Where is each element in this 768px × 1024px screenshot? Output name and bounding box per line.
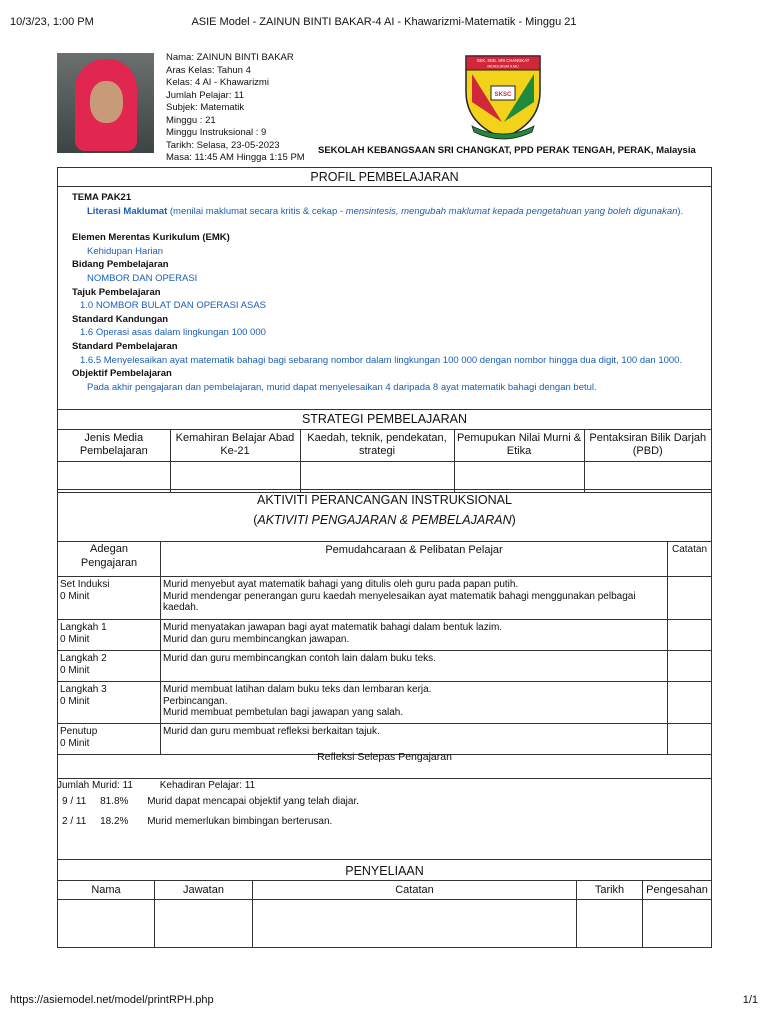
teacher-photo xyxy=(57,53,154,153)
strategi-h4: Pemupukan Nilai Murni & Etika xyxy=(454,430,584,462)
catatan-cell xyxy=(668,577,712,620)
penyeliaan-table-wrap xyxy=(57,880,712,948)
penyeliaan-title: PENYELIAAN xyxy=(345,864,424,878)
print-url: https://asiemodel.net/model/printRPH.php xyxy=(10,994,214,1006)
penyeliaan-row xyxy=(58,900,712,948)
pen-cell xyxy=(643,900,712,948)
pemudah-cell xyxy=(161,651,668,682)
aktiviti-table xyxy=(57,541,712,755)
aktiviti-title-block xyxy=(57,489,712,541)
info-minggu-ins: Minggu Instruksional : 9 xyxy=(166,127,267,138)
penyeliaan-header-row xyxy=(58,881,712,900)
adegan-name: Set Induksi xyxy=(60,579,110,590)
print-page: 1/1 xyxy=(742,994,758,1006)
info-masa: Masa: 11:45 AM Hingga 1:15 PM xyxy=(166,152,305,163)
aktiviti-table-wrap xyxy=(57,541,712,755)
strategi-cell xyxy=(170,462,300,493)
strategi-cell xyxy=(584,462,711,493)
adegan-minit: 0 Minit xyxy=(60,664,90,676)
catatan-cell xyxy=(668,620,712,651)
aktiviti-h-catatan: Catatan xyxy=(668,542,712,577)
tema-bold: Literasi Maklumat xyxy=(87,205,168,217)
pemudah-line: Perbincangan. xyxy=(163,695,228,707)
adegan-name: Langkah 1 xyxy=(60,622,107,633)
pen-h-pengesahan: Pengesahan xyxy=(643,881,712,900)
tema-text xyxy=(72,205,711,219)
pen-h-catatan: Catatan xyxy=(253,881,577,900)
refleksi-title: Refleksi Selepas Pengajaran xyxy=(58,746,711,779)
pemudah-cell xyxy=(161,577,668,620)
pen-cell xyxy=(58,900,155,948)
tema-italic: mensintesis, mengubah maklumat kepada pengetahuan yang boleh digunakan xyxy=(345,205,678,217)
aktiviti-title: AKTIVITI PERANCANGAN INSTRUKSIONAL xyxy=(257,493,512,507)
refleksi-frac: 2 / 11 xyxy=(62,816,87,827)
profil-body xyxy=(58,187,711,394)
pen-cell xyxy=(577,900,643,948)
pemudah-line: Murid menyebut ayat matematik bahagi yang ditulis oleh guru pada papan putih. xyxy=(163,579,519,590)
profil-section xyxy=(57,167,712,410)
catatan-cell xyxy=(668,682,712,724)
bidang-label: Bidang Pembelajaran xyxy=(72,259,169,271)
face-shape xyxy=(90,81,123,123)
school-name: SEKOLAH KEBANGSAAN SRI CHANGKAT, PPD PERAK TENGAH, PERAK, Malaysia xyxy=(318,145,696,156)
strategi-h3: Kaedah, teknik, pendekatan, strategi xyxy=(300,430,454,462)
sp-label: Standard Pembelajaran xyxy=(72,340,178,352)
aktiviti-row xyxy=(58,651,712,682)
catatan-cell xyxy=(668,651,712,682)
emk-value: Kehidupan Harian xyxy=(87,245,164,257)
strategi-table xyxy=(58,430,711,493)
bidang-value: NOMBOR DAN OPERASI xyxy=(87,272,198,284)
strategi-section xyxy=(57,409,712,490)
pemudah-line: Murid dan guru membincangkan jawapan. xyxy=(163,633,350,645)
print-title: ASIE Model - ZAINUN BINTI BAKAR-4 AI - Khawarizmi-Matematik - Minggu 21 xyxy=(191,16,577,28)
teacher-info xyxy=(166,52,305,165)
refleksi-frac: 9 / 11 xyxy=(62,796,87,807)
emk-label: Elemen Merentas Kurikulum (EMK) xyxy=(72,232,230,244)
print-footer xyxy=(10,994,758,1006)
info-aras: Aras Kelas: Tahun 4 xyxy=(166,64,251,76)
adegan-name: Langkah 2 xyxy=(60,653,107,664)
adegan-name: Langkah 3 xyxy=(60,684,107,695)
info-subjek: Subjek: Matematik xyxy=(166,102,245,113)
pen-h-tarikh: Tarikh xyxy=(577,881,643,900)
aktiviti-h-adegan: Adegan Pengajaran xyxy=(58,542,161,577)
penyeliaan-table xyxy=(57,880,712,948)
strategi-h1: Jenis Media Pembelajaran xyxy=(58,430,170,462)
pemudah-line: Murid dan guru membuat refleksi berkaitan tajuk. xyxy=(163,726,380,737)
pen-h-nama: Nama xyxy=(58,881,155,900)
strategi-row xyxy=(58,462,711,493)
info-kelas: Kelas: 4 AI - Khawarizmi xyxy=(166,77,269,88)
aktiviti-row xyxy=(58,682,712,724)
crest-sub-text: MENGUASAI ILMU xyxy=(487,64,519,69)
pemudah-line: Murid membuat latihan dalam buku teks dan lembaran kerja. xyxy=(163,684,432,695)
info-tarikh: Tarikh: Selasa, 23-05-2023 xyxy=(166,139,280,151)
aktiviti-subtitle-text: AKTIVITI PENGAJARAN & PEMBELAJARAN xyxy=(257,513,512,527)
info-nama: Nama: ZAINUN BINTI BAKAR xyxy=(166,52,294,63)
aktiviti-row xyxy=(58,577,712,620)
pemudah-line: Murid dan guru membincangkan contoh lain dalam buku teks. xyxy=(163,653,436,664)
strategi-h2: Kemahiran Belajar Abad Ke-21 xyxy=(170,430,300,462)
tajuk-label: Tajuk Pembelajaran xyxy=(72,286,161,298)
penyeliaan-title-block xyxy=(57,859,712,881)
adegan-minit: 0 Minit xyxy=(60,590,90,602)
profil-title: PROFIL PEMBELAJARAN xyxy=(58,168,711,187)
pemudah-cell xyxy=(161,620,668,651)
info-minggu: Minggu : 21 xyxy=(166,114,216,126)
aktiviti-row xyxy=(58,620,712,651)
refleksi-jumlah: Jumlah Murid: 11 xyxy=(57,780,133,791)
pemudah-line: Murid menyatakan jawapan bagi ayat matematik bahagi dalam bentuk lazim. xyxy=(163,622,503,633)
crest-top-text: SEK. KEB. SRI CHANGKAT xyxy=(476,58,530,63)
adegan-name: Penutup xyxy=(60,726,98,737)
adegan-cell xyxy=(58,682,161,724)
pemudah-line: Murid membuat pembetulan bagi jawapan yang salah. xyxy=(163,707,404,718)
tema-b: ). xyxy=(677,205,684,217)
adegan-cell xyxy=(58,651,161,682)
aktiviti-header-row xyxy=(58,542,712,577)
adegan-cell xyxy=(58,620,161,651)
tajuk-value: 1.0 NOMBOR BULAT DAN OPERASI ASAS xyxy=(80,300,267,312)
obj-label: Objektif Pembelajaran xyxy=(72,368,172,380)
strategi-title: STRATEGI PEMBELAJARAN xyxy=(58,410,711,430)
refleksi-kehadiran: Kehadiran Pelajar: 11 xyxy=(159,780,256,791)
obj-value: Pada akhir pengajaran dan pembelajaran, murid dapat menyelesaikan 4 daripada 8 ayat matematik bahagi dengan betul. xyxy=(87,381,597,393)
print-datetime: 10/3/23, 1:00 PM xyxy=(10,16,94,28)
refleksi-text: Murid memerlukan bimbingan berterusan. xyxy=(147,816,333,827)
tema-label: TEMA PAK21 xyxy=(72,192,132,203)
refleksi-row-1 xyxy=(62,796,359,807)
pemudah-cell xyxy=(161,682,668,724)
strategi-cell xyxy=(454,462,584,493)
sk-label: Standard Kandungan xyxy=(72,313,169,325)
refleksi-text: Murid dapat mencapai objektif yang telah diajar. xyxy=(147,796,359,807)
info-jumlah: Jumlah Pelajar: 11 xyxy=(166,89,244,101)
refleksi-jumlah-row xyxy=(57,780,255,791)
adegan-minit: 0 Minit xyxy=(60,633,90,645)
pemudah-line: Murid mendengar penerangan guru kaedah menyelesaikan ayat matematik bahagi menggunakan pelbagai kaedah. xyxy=(163,590,636,613)
school-crest xyxy=(462,52,544,142)
pen-cell xyxy=(253,900,577,948)
strategi-cell xyxy=(300,462,454,493)
pen-cell xyxy=(155,900,253,948)
refleksi-row-2 xyxy=(62,816,332,827)
strategi-header-row xyxy=(58,430,711,462)
adegan-minit: 0 Minit xyxy=(60,695,90,707)
aktiviti-h-pemudah: Pemudahcaraan & Pelibatan Pelajar xyxy=(161,542,668,577)
sk-value: 1.6 Operasi asas dalam lingkungan 100 000 xyxy=(80,327,266,339)
adegan-minit: 0 Minit xyxy=(60,737,90,749)
crest-badge: SKSC xyxy=(494,92,512,98)
adegan-cell xyxy=(58,577,161,620)
refleksi-pct: 81.8% xyxy=(100,796,129,807)
sp-value: 1.6.5 Menyelesaikan ayat matematik bahagi bagi sebarang nombor dalam lingkungan 100 000 dengan nombor hingga dua digit, 100 dan 1000. xyxy=(80,354,683,366)
pen-h-jawatan: Jawatan xyxy=(155,881,253,900)
refleksi-pct: 18.2% xyxy=(100,816,129,827)
strategi-h5: Pentaksiran Bilik Darjah (PBD) xyxy=(584,430,711,462)
tema-a: (menilai maklumat secara kritis & cekap - xyxy=(167,205,346,217)
strategi-cell xyxy=(58,462,170,493)
aktiviti-subtitle: (AKTIVITI PENGAJARAN & PEMBELAJARAN) xyxy=(253,513,516,527)
